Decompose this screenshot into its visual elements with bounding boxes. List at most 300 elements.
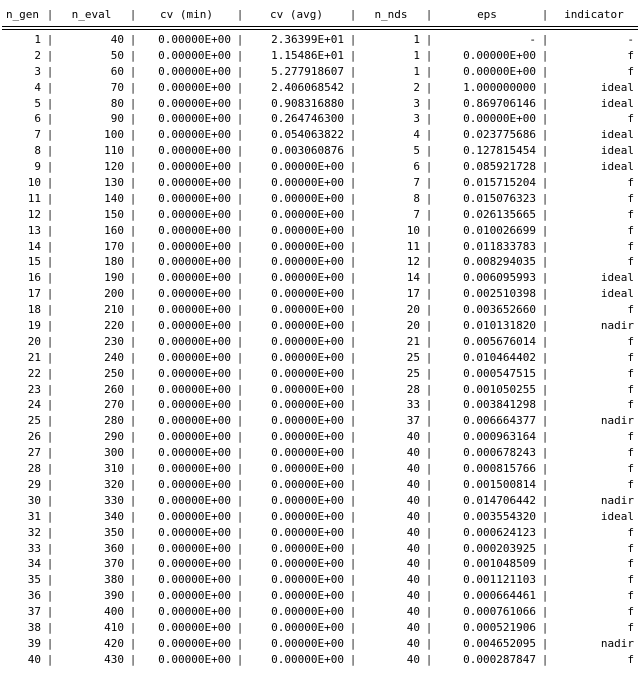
- cell-n-gen: 24: [27, 398, 41, 412]
- cell-eps: 0.869706146: [463, 96, 536, 110]
- cell-eps: 0.001500814: [463, 477, 536, 491]
- column-separator: |: [46, 48, 54, 62]
- table-row: [0, 159, 640, 175]
- cell-n-gen: 38: [27, 620, 41, 634]
- cell-n-eval: 190: [104, 271, 124, 285]
- column-separator: |: [129, 287, 137, 301]
- column-separator: |: [236, 652, 244, 666]
- column-header-n-nds: n_nds: [374, 8, 408, 21]
- column-separator: |: [425, 191, 433, 205]
- column-separator: |: [46, 398, 54, 412]
- column-separator: |: [425, 636, 433, 650]
- cell-cv-avg: 0.00000E+00: [271, 382, 344, 396]
- cell-n-gen: 40: [27, 652, 41, 666]
- cell-cv-min: 0.00000E+00: [158, 493, 231, 507]
- column-separator: |: [46, 605, 54, 619]
- cell-n-gen: 12: [27, 207, 41, 221]
- cell-cv-avg: 1.15486E+01: [271, 48, 344, 62]
- column-separator: |: [129, 223, 137, 237]
- cell-n-eval: 170: [104, 239, 124, 253]
- column-separator: |: [349, 303, 357, 317]
- cell-n-nds: 2: [413, 80, 420, 94]
- table-row: [0, 318, 640, 334]
- column-separator: |: [46, 557, 54, 571]
- column-separator: |: [349, 176, 357, 190]
- cell-cv-avg: 0.00000E+00: [271, 191, 344, 205]
- cell-n-gen: 11: [27, 191, 41, 205]
- column-separator: |: [425, 605, 433, 619]
- column-separator: |: [236, 176, 244, 190]
- cell-n-nds: 1: [413, 33, 420, 46]
- column-separator: |: [425, 48, 433, 62]
- cell-cv-min: 0.00000E+00: [158, 128, 231, 142]
- cell-n-eval: 240: [104, 350, 124, 364]
- cell-cv-min: 0.00000E+00: [158, 414, 231, 428]
- column-separator: |: [129, 96, 137, 110]
- cell-n-gen: 16: [27, 271, 41, 285]
- column-separator: |: [349, 589, 357, 603]
- column-separator: |: [541, 303, 549, 317]
- column-separator: |: [236, 350, 244, 364]
- cell-n-gen: 15: [27, 255, 41, 269]
- column-separator: |: [541, 398, 549, 412]
- column-separator: |: [46, 414, 54, 428]
- cell-n-gen: 19: [27, 319, 41, 333]
- cell-n-eval: 90: [110, 112, 124, 126]
- cell-cv-avg: 0.00000E+00: [271, 398, 344, 412]
- cell-cv-min: 0.00000E+00: [158, 255, 231, 269]
- table-body: [0, 32, 640, 668]
- cell-eps: 0.011833783: [463, 239, 536, 253]
- cell-n-eval: 110: [104, 144, 124, 158]
- cell-n-nds: 4: [413, 128, 420, 142]
- cell-eps: 0.010131820: [463, 319, 536, 333]
- column-separator: |: [541, 176, 549, 190]
- cell-n-gen: 35: [27, 573, 41, 587]
- column-separator: |: [541, 509, 549, 523]
- cell-n-gen: 17: [27, 287, 41, 301]
- cell-cv-avg: 0.054063822: [271, 128, 344, 142]
- column-separator: |: [236, 446, 244, 460]
- cell-n-eval: 270: [104, 398, 124, 412]
- column-separator: |: [541, 477, 549, 491]
- cell-cv-avg: 2.36399E+01: [271, 33, 344, 46]
- cell-indicator: nadir: [600, 414, 634, 428]
- cell-n-nds: 7: [413, 176, 420, 190]
- column-separator: |: [236, 605, 244, 619]
- column-separator: |: [236, 493, 244, 507]
- column-separator: |: [425, 414, 433, 428]
- cell-cv-avg: 0.00000E+00: [271, 557, 344, 571]
- column-separator: |: [425, 493, 433, 507]
- table-row: [0, 572, 640, 588]
- column-separator: |: [425, 557, 433, 571]
- cell-indicator: f: [627, 176, 634, 190]
- cell-cv-avg: 0.00000E+00: [271, 160, 344, 174]
- cell-indicator: f: [627, 541, 634, 555]
- column-separator: |: [236, 207, 244, 221]
- column-separator: |: [46, 271, 54, 285]
- cell-cv-min: 0.00000E+00: [158, 382, 231, 396]
- cell-cv-avg: 0.00000E+00: [271, 239, 344, 253]
- cell-n-gen: 6: [34, 112, 41, 126]
- cell-eps: 0.00000E+00: [463, 112, 536, 126]
- cell-n-gen: 27: [27, 446, 41, 460]
- cell-cv-avg: 0.00000E+00: [271, 334, 344, 348]
- cell-indicator: f: [627, 303, 634, 317]
- column-separator: |: [46, 541, 54, 555]
- cell-cv-avg: 0.00000E+00: [271, 430, 344, 444]
- column-separator: |: [236, 541, 244, 555]
- column-separator: |: [541, 8, 549, 21]
- column-separator: |: [129, 493, 137, 507]
- column-separator: |: [541, 33, 549, 46]
- column-separator: |: [349, 287, 357, 301]
- column-separator: |: [425, 350, 433, 364]
- column-separator: |: [236, 239, 244, 253]
- cell-eps: 0.000203925: [463, 541, 536, 555]
- column-separator: |: [129, 525, 137, 539]
- cell-n-nds: 20: [406, 319, 420, 333]
- column-separator: |: [541, 223, 549, 237]
- column-separator: |: [129, 303, 137, 317]
- column-separator: |: [236, 80, 244, 94]
- column-separator: |: [541, 350, 549, 364]
- column-separator: |: [541, 128, 549, 142]
- cell-n-nds: 25: [406, 350, 420, 364]
- table-row: [0, 461, 640, 477]
- cell-eps: 0.000624123: [463, 525, 536, 539]
- cell-eps: 0.00000E+00: [463, 64, 536, 78]
- column-separator: |: [425, 128, 433, 142]
- column-separator: |: [236, 8, 244, 21]
- cell-cv-min: 0.00000E+00: [158, 303, 231, 317]
- table-row: [0, 302, 640, 318]
- cell-n-nds: 40: [406, 573, 420, 587]
- table-row: [0, 127, 640, 143]
- cell-n-nds: 17: [406, 287, 420, 301]
- cell-cv-min: 0.00000E+00: [158, 33, 231, 46]
- column-separator: |: [46, 462, 54, 476]
- cell-eps: 0.006095993: [463, 271, 536, 285]
- cell-n-gen: 7: [34, 128, 41, 142]
- cell-n-eval: 100: [104, 128, 124, 142]
- column-separator: |: [349, 493, 357, 507]
- optimization-log-table: [0, 6, 640, 668]
- column-separator: |: [129, 589, 137, 603]
- cell-n-gen: 28: [27, 462, 41, 476]
- cell-n-eval: 350: [104, 525, 124, 539]
- cell-n-gen: 33: [27, 541, 41, 555]
- cell-indicator: ideal: [600, 287, 634, 301]
- cell-cv-avg: 0.00000E+00: [271, 319, 344, 333]
- column-separator: |: [46, 8, 54, 21]
- column-separator: |: [129, 176, 137, 190]
- cell-cv-avg: 0.00000E+00: [271, 414, 344, 428]
- cell-n-eval: 310: [104, 462, 124, 476]
- cell-cv-avg: 0.00000E+00: [271, 287, 344, 301]
- cell-n-eval: 230: [104, 334, 124, 348]
- column-separator: |: [541, 620, 549, 634]
- table-row: [0, 493, 640, 509]
- column-separator: |: [129, 541, 137, 555]
- cell-cv-avg: 0.00000E+00: [271, 271, 344, 285]
- column-separator: |: [425, 477, 433, 491]
- column-separator: |: [236, 334, 244, 348]
- cell-indicator: f: [627, 366, 634, 380]
- cell-cv-min: 0.00000E+00: [158, 207, 231, 221]
- column-separator: |: [425, 589, 433, 603]
- cell-eps: 0.001121103: [463, 573, 536, 587]
- cell-n-nds: 7: [413, 207, 420, 221]
- cell-n-nds: 10: [406, 223, 420, 237]
- column-separator: |: [541, 605, 549, 619]
- column-separator: |: [236, 33, 244, 46]
- cell-n-eval: 390: [104, 589, 124, 603]
- column-header-eps: eps: [477, 8, 497, 21]
- cell-indicator: f: [627, 477, 634, 491]
- column-separator: |: [129, 382, 137, 396]
- column-separator: |: [46, 223, 54, 237]
- column-separator: |: [129, 144, 137, 158]
- cell-n-gen: 25: [27, 414, 41, 428]
- cell-n-eval: 400: [104, 605, 124, 619]
- cell-cv-min: 0.00000E+00: [158, 430, 231, 444]
- table-row: [0, 143, 640, 159]
- column-separator: |: [541, 573, 549, 587]
- cell-n-gen: 22: [27, 366, 41, 380]
- column-separator: |: [46, 319, 54, 333]
- cell-n-eval: 130: [104, 176, 124, 190]
- column-separator: |: [349, 64, 357, 78]
- cell-n-eval: 60: [110, 64, 124, 78]
- cell-n-nds: 40: [406, 589, 420, 603]
- cell-cv-avg: 0.00000E+00: [271, 652, 344, 666]
- column-separator: |: [46, 525, 54, 539]
- table-row: [0, 620, 640, 636]
- column-separator: |: [129, 636, 137, 650]
- cell-indicator: ideal: [600, 128, 634, 142]
- cell-eps: 0.006664377: [463, 414, 536, 428]
- cell-eps: -: [529, 33, 536, 46]
- column-separator: |: [129, 652, 137, 666]
- column-separator: |: [425, 223, 433, 237]
- cell-indicator: f: [627, 557, 634, 571]
- table-row: [0, 191, 640, 207]
- cell-cv-min: 0.00000E+00: [158, 525, 231, 539]
- cell-n-nds: 40: [406, 509, 420, 523]
- cell-n-eval: 180: [104, 255, 124, 269]
- column-separator: |: [541, 589, 549, 603]
- column-separator: |: [236, 414, 244, 428]
- cell-indicator: f: [627, 382, 634, 396]
- cell-n-eval: 430: [104, 652, 124, 666]
- column-separator: |: [425, 160, 433, 174]
- table-row: [0, 413, 640, 429]
- cell-n-eval: 340: [104, 509, 124, 523]
- table-row: [0, 64, 640, 80]
- cell-cv-min: 0.00000E+00: [158, 287, 231, 301]
- column-separator: |: [236, 191, 244, 205]
- cell-cv-min: 0.00000E+00: [158, 573, 231, 587]
- table-row: [0, 48, 640, 64]
- column-separator: |: [129, 414, 137, 428]
- cell-indicator: nadir: [600, 636, 634, 650]
- column-separator: |: [46, 509, 54, 523]
- cell-indicator: f: [627, 255, 634, 269]
- column-separator: |: [425, 620, 433, 634]
- table-row: [0, 366, 640, 382]
- column-separator: |: [46, 207, 54, 221]
- table-row: [0, 636, 640, 652]
- cell-indicator: ideal: [600, 509, 634, 523]
- column-separator: |: [541, 541, 549, 555]
- column-header-cv-avg: cv (avg): [270, 8, 323, 21]
- cell-cv-min: 0.00000E+00: [158, 541, 231, 555]
- table-row: [0, 509, 640, 525]
- cell-n-gen: 37: [27, 605, 41, 619]
- cell-n-gen: 13: [27, 223, 41, 237]
- cell-n-nds: 37: [406, 414, 420, 428]
- column-separator: |: [236, 620, 244, 634]
- column-separator: |: [129, 477, 137, 491]
- cell-n-nds: 40: [406, 620, 420, 634]
- cell-cv-avg: 0.00000E+00: [271, 207, 344, 221]
- cell-n-nds: 40: [406, 446, 420, 460]
- table-row: [0, 334, 640, 350]
- column-separator: |: [425, 287, 433, 301]
- cell-n-eval: 160: [104, 223, 124, 237]
- column-separator: |: [349, 446, 357, 460]
- cell-eps: 0.015715204: [463, 176, 536, 190]
- column-separator: |: [349, 191, 357, 205]
- column-separator: |: [236, 366, 244, 380]
- cell-indicator: f: [627, 48, 634, 62]
- cell-n-gen: 3: [34, 64, 41, 78]
- cell-cv-avg: 0.00000E+00: [271, 462, 344, 476]
- column-separator: |: [425, 33, 433, 46]
- column-separator: |: [236, 48, 244, 62]
- column-separator: |: [541, 414, 549, 428]
- cell-cv-avg: 0.00000E+00: [271, 223, 344, 237]
- column-separator: |: [236, 477, 244, 491]
- column-separator: |: [541, 239, 549, 253]
- cell-eps: 0.000521906: [463, 620, 536, 634]
- column-separator: |: [129, 605, 137, 619]
- cell-indicator: f: [627, 223, 634, 237]
- column-separator: |: [541, 160, 549, 174]
- column-separator: |: [349, 334, 357, 348]
- cell-indicator: f: [627, 652, 634, 666]
- column-separator: |: [129, 334, 137, 348]
- column-separator: |: [236, 462, 244, 476]
- cell-n-nds: 40: [406, 541, 420, 555]
- cell-eps: 0.008294035: [463, 255, 536, 269]
- column-separator: |: [541, 271, 549, 285]
- column-separator: |: [425, 303, 433, 317]
- column-separator: |: [46, 652, 54, 666]
- table-row: [0, 429, 640, 445]
- cell-eps: 0.000664461: [463, 589, 536, 603]
- cell-n-nds: 14: [406, 271, 420, 285]
- cell-n-nds: 3: [413, 112, 420, 126]
- cell-n-nds: 3: [413, 96, 420, 110]
- cell-n-nds: 40: [406, 652, 420, 666]
- column-separator: |: [46, 334, 54, 348]
- column-separator: |: [349, 80, 357, 94]
- column-header-cv-min: cv (min): [160, 8, 213, 21]
- cell-n-eval: 300: [104, 446, 124, 460]
- column-separator: |: [541, 366, 549, 380]
- cell-n-gen: 36: [27, 589, 41, 603]
- column-separator: |: [425, 446, 433, 460]
- column-separator: |: [236, 509, 244, 523]
- column-separator: |: [129, 319, 137, 333]
- column-separator: |: [425, 430, 433, 444]
- column-separator: |: [425, 255, 433, 269]
- column-separator: |: [541, 334, 549, 348]
- cell-n-eval: 360: [104, 541, 124, 555]
- cell-n-gen: 23: [27, 382, 41, 396]
- cell-cv-min: 0.00000E+00: [158, 620, 231, 634]
- column-separator: |: [425, 8, 433, 21]
- cell-n-nds: 1: [413, 64, 420, 78]
- column-separator: |: [541, 64, 549, 78]
- column-separator: |: [349, 207, 357, 221]
- cell-n-eval: 120: [104, 160, 124, 174]
- column-separator: |: [349, 477, 357, 491]
- cell-n-nds: 40: [406, 525, 420, 539]
- table-row: [0, 175, 640, 191]
- cell-n-eval: 330: [104, 493, 124, 507]
- column-separator: |: [349, 605, 357, 619]
- table-row: [0, 382, 640, 398]
- cell-eps: 0.026135665: [463, 207, 536, 221]
- cell-cv-min: 0.00000E+00: [158, 477, 231, 491]
- cell-eps: 0.000287847: [463, 652, 536, 666]
- cell-n-gen: 8: [34, 144, 41, 158]
- cell-cv-avg: 0.00000E+00: [271, 303, 344, 317]
- column-separator: |: [349, 128, 357, 142]
- column-separator: |: [541, 525, 549, 539]
- cell-cv-min: 0.00000E+00: [158, 636, 231, 650]
- cell-n-gen: 4: [34, 80, 41, 94]
- column-separator: |: [541, 462, 549, 476]
- cell-cv-min: 0.00000E+00: [158, 48, 231, 62]
- cell-n-gen: 39: [27, 636, 41, 650]
- cell-cv-min: 0.00000E+00: [158, 176, 231, 190]
- column-separator: |: [46, 303, 54, 317]
- column-separator: |: [46, 589, 54, 603]
- cell-indicator: f: [627, 112, 634, 126]
- column-separator: |: [46, 176, 54, 190]
- table-row: [0, 270, 640, 286]
- column-separator: |: [349, 350, 357, 364]
- cell-cv-avg: 0.00000E+00: [271, 477, 344, 491]
- cell-eps: 0.003554320: [463, 509, 536, 523]
- cell-indicator: f: [627, 462, 634, 476]
- table-row: [0, 604, 640, 620]
- cell-n-nds: 25: [406, 366, 420, 380]
- cell-cv-min: 0.00000E+00: [158, 112, 231, 126]
- column-separator: |: [541, 96, 549, 110]
- column-separator: |: [425, 652, 433, 666]
- cell-indicator: f: [627, 398, 634, 412]
- cell-n-gen: 18: [27, 303, 41, 317]
- column-separator: |: [129, 398, 137, 412]
- cell-indicator: f: [627, 620, 634, 634]
- column-separator: |: [236, 398, 244, 412]
